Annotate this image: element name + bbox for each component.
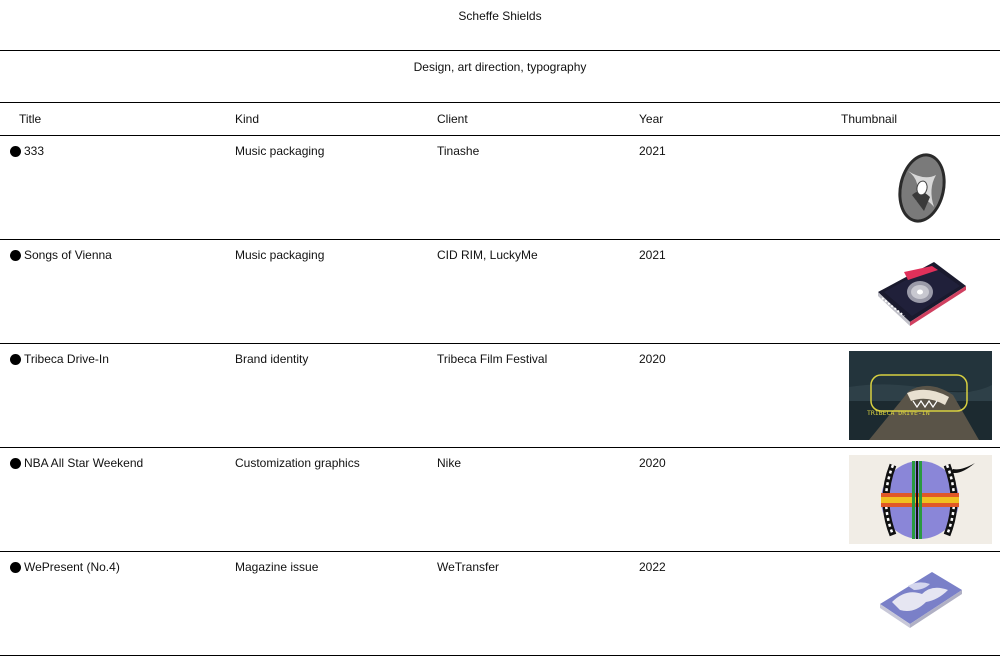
bullet-dot [10,354,21,365]
table-row[interactable] [0,448,1000,552]
site-header [0,0,1000,51]
bullet-dot [10,250,21,261]
project-year: 2021 [639,248,666,262]
project-year: 2020 [639,456,666,470]
basketball-graphic-image[interactable] [849,455,992,544]
project-title[interactable]: Songs of Vienna [24,248,112,262]
table-row[interactable] [0,136,1000,240]
table-row[interactable] [0,240,1000,344]
cd-case-image[interactable] [874,258,968,328]
project-title[interactable]: 333 [24,144,45,158]
project-client: CID RIM, LuckyMe [437,248,538,262]
project-title[interactable]: NBA All Star Weekend [24,456,144,470]
table-row[interactable] [0,344,1000,448]
column-title[interactable]: Title [19,112,42,126]
project-kind: Customization graphics [235,456,360,470]
column-kind[interactable]: Kind [235,112,260,126]
project-kind: Music packaging [235,248,325,262]
project-year: 2022 [639,560,666,574]
bullet-dot [10,146,21,157]
project-title[interactable]: Tribeca Drive-In [24,352,109,366]
site-name[interactable]: Scheffe Shields [458,9,542,23]
table-row[interactable] [0,552,1000,656]
project-kind: Music packaging [235,144,325,158]
project-client: WeTransfer [437,560,500,574]
bullet-dot [10,562,21,573]
site-tagline: Design, art direction, typography [413,60,587,74]
project-client: Nike [437,456,462,470]
project-year: 2021 [639,144,666,158]
column-thumbnail: Thumbnail [841,112,898,126]
project-client: Tribeca Film Festival [437,352,548,366]
project-client: Tinashe [437,144,480,158]
shark-poster-image[interactable] [849,351,992,440]
project-kind: Magazine issue [235,560,319,574]
table-header [0,103,1000,136]
thumb-caption: TRIBECA DRIVE-IN [867,409,930,417]
cd-disc-image[interactable] [894,151,950,225]
bullet-dot [10,458,21,469]
site-tagline-bar [0,51,1000,103]
project-year: 2020 [639,352,666,366]
magazine-image[interactable] [878,568,964,628]
project-kind: Brand identity [235,352,309,366]
column-client[interactable]: Client [437,112,468,126]
column-year[interactable]: Year [639,112,664,126]
project-title[interactable]: WePresent (No.4) [24,560,120,574]
